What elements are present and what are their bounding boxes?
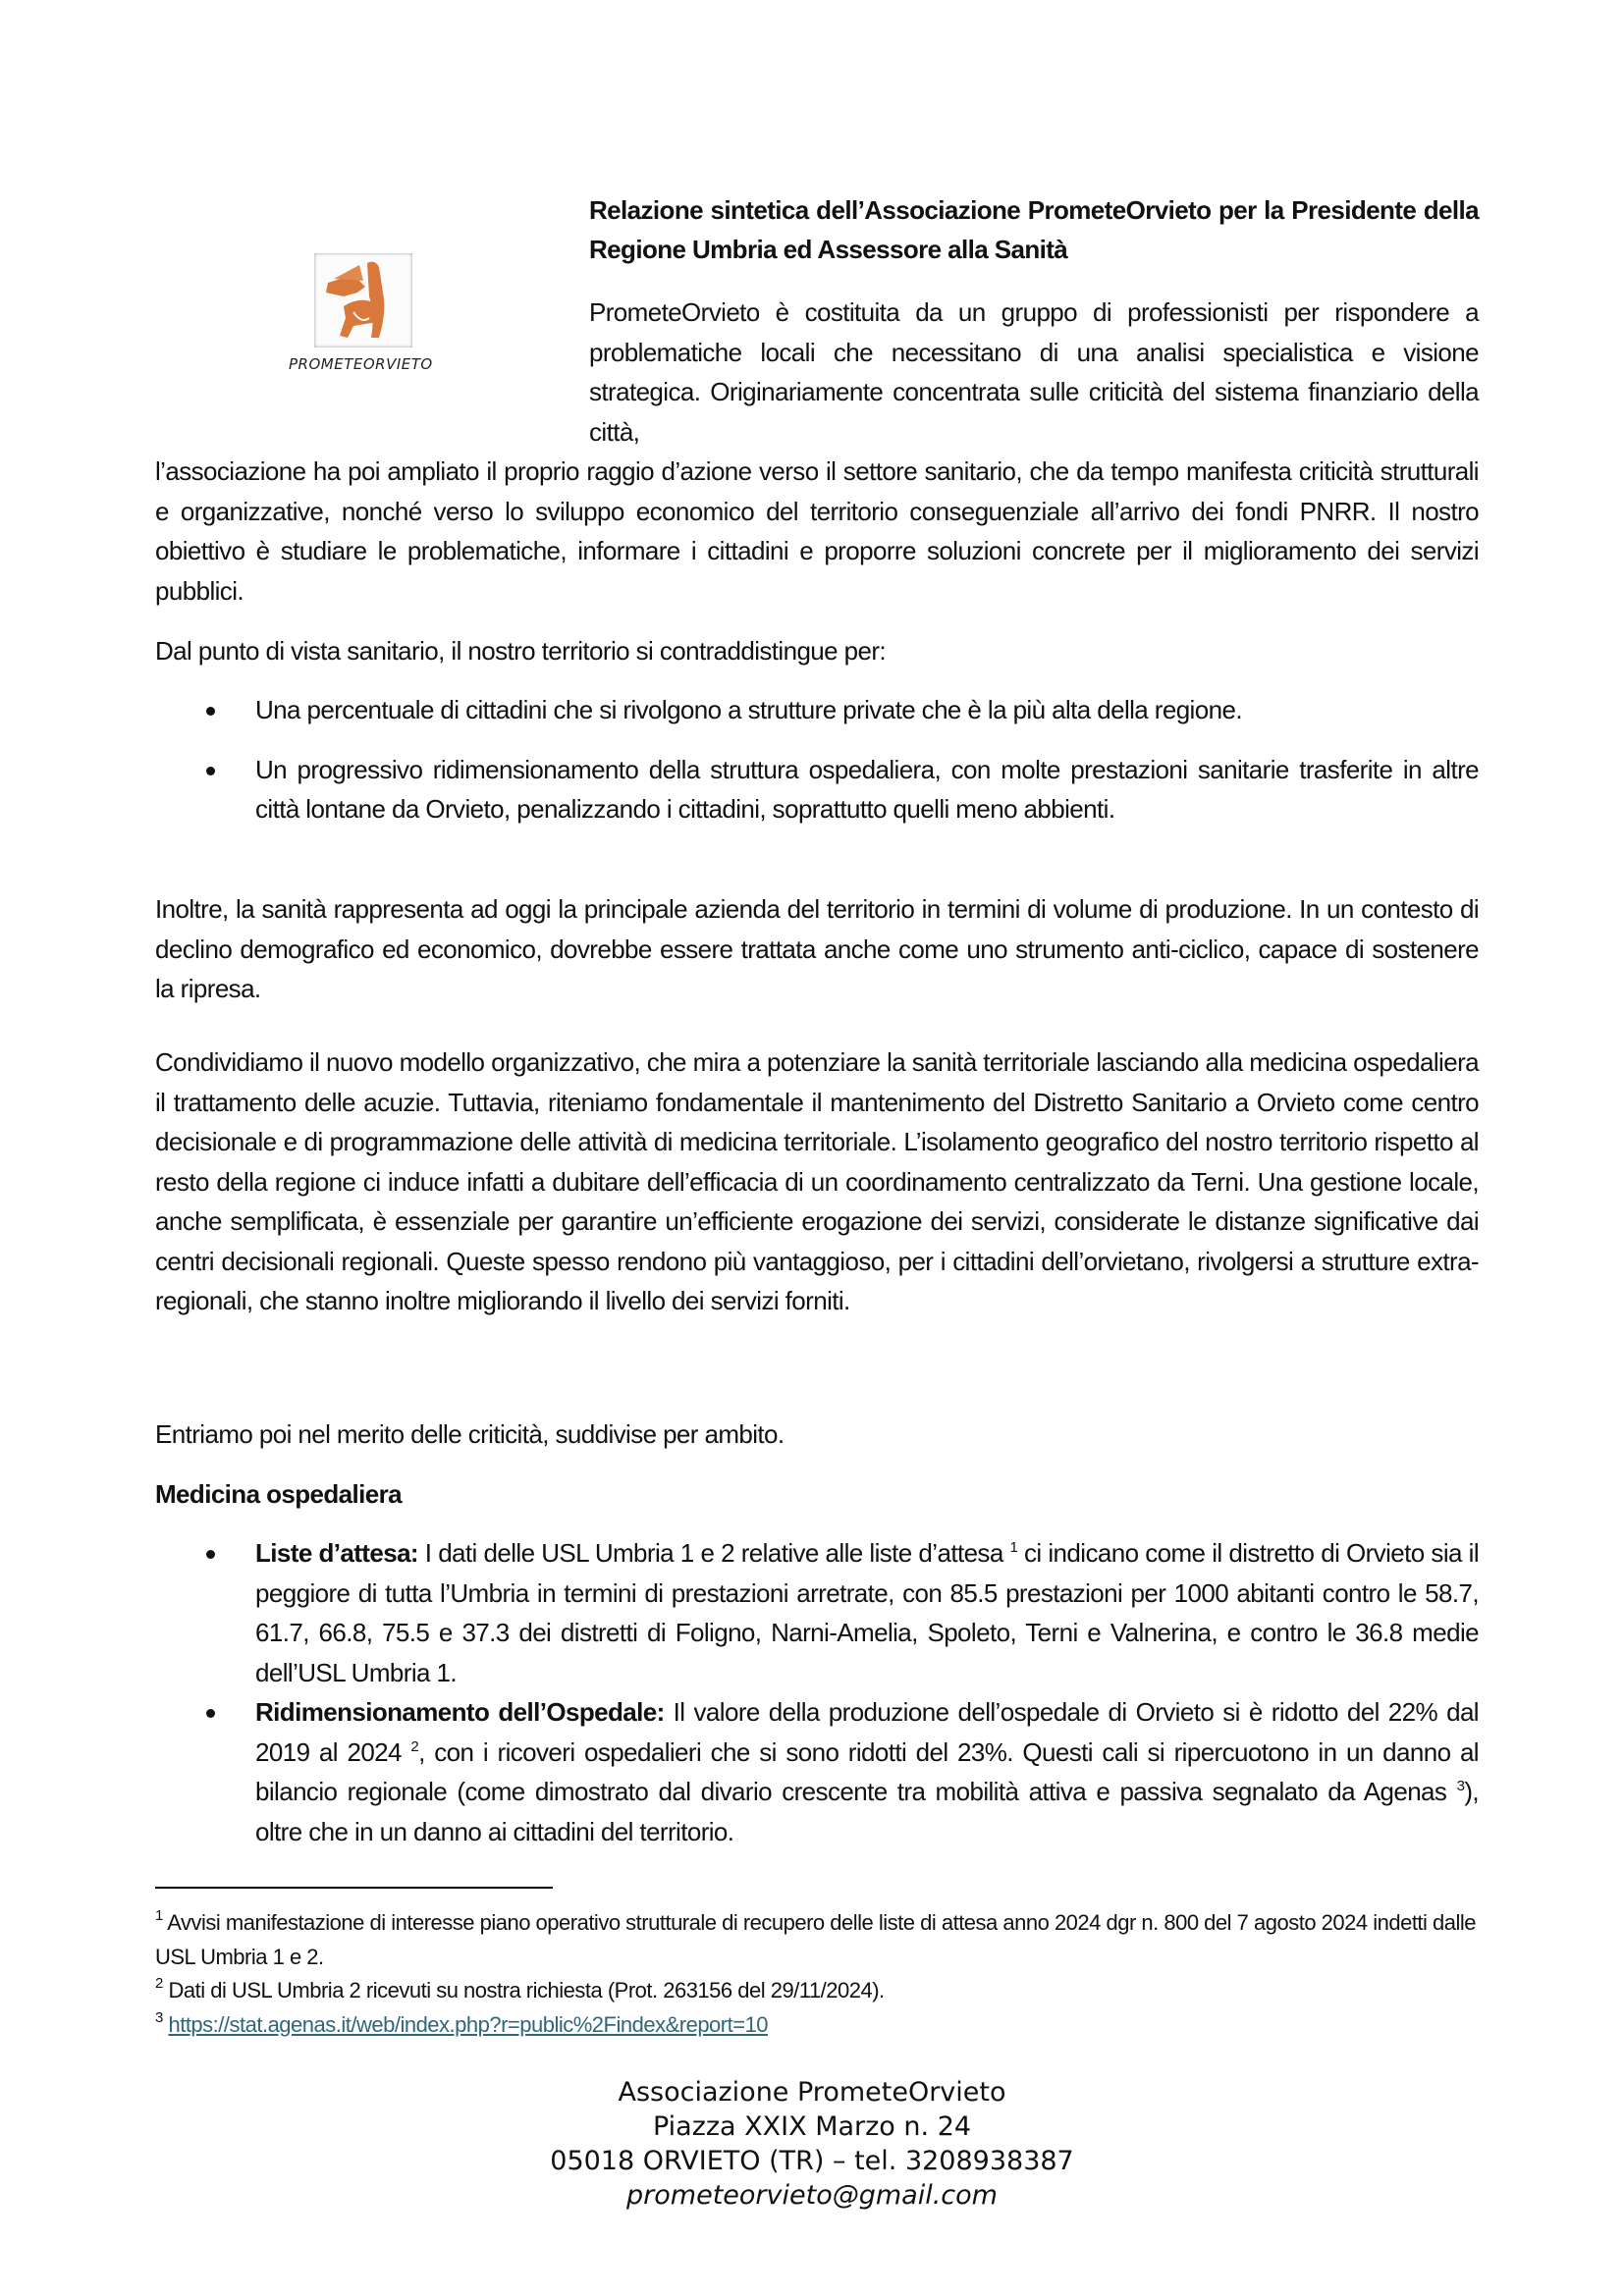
- bullet-icon: [206, 707, 215, 716]
- footnote-1: $^1$ Avvisi manifestazione di interesse piano operativo strutturale di recupero delle liste di attesa anno 2024 dgr n. 800 del 7 agosto 2024 indetti dalle USL Umbria 1 e 2.: [155, 1907, 1477, 1969]
- list-item: Una percentuale di cittadini che si rivolgono a strutture private che è la più alta della regione.: [155, 690, 1479, 730]
- footnote-separator: [155, 1887, 553, 1889]
- health-view-lead: Dal punto di vista sanitario, il nostro territorio si contraddistingue per:: [155, 636, 887, 666]
- footer-org: Associazione PrometeOrvieto: [618, 2077, 1006, 2108]
- association-logo: [314, 253, 412, 347]
- intro-paragraph-part1: PrometeOrvieto è costituita da un gruppo di professionisti per rispondere a problematiche locali che necessitano di una analisi specialistica e visione strategica. Originariamente concentrata sulle criticità del sistema finanziario della città,: [589, 297, 1479, 447]
- footnote-2: $^2$ Dati di USL Umbria 2 ricevuti su nostra richiesta (Prot. 263156 del 29/11/2024).: [155, 1975, 885, 2002]
- intro-paragraph-part2: l’associazione ha poi ampliato il proprio raggio d’azione verso il settore sanitario, che da tempo manifesta criticità strutturali e organizzative, nonché verso lo sviluppo economico del territorio conseguenziale all’arrivo dei fondi PNRR. Il nostro obiettivo è studiare le problematiche, informare i cittadini e proporre soluzioni concrete per il miglioramento dei servizi pubblici.: [155, 456, 1479, 606]
- item-label: Liste d’attesa:: [255, 1538, 418, 1568]
- footnotes: [155, 1906, 1479, 2042]
- hospital-issues-list: [155, 1533, 1479, 1851]
- bullet-icon: [206, 767, 215, 775]
- footer-city-phone: 05018 ORVIETO (TR) – tel. 3208938387: [550, 2146, 1074, 2176]
- health-view-list: [155, 690, 1479, 829]
- footnote-ref[interactable]: 1: [1009, 1539, 1018, 1556]
- item-label: Ridimensionamento dell’Ospedale:: [255, 1697, 665, 1727]
- agenas-link[interactable]: https://stat.agenas.it/web/index.php?r=public%2Findex&report=10: [168, 2011, 769, 2037]
- section-heading: Medicina ospedaliera: [155, 1479, 402, 1509]
- list-item: Liste d’attesa: I dati delle USL Umbria 1 e 2 relative alle liste d’attesa $^1$ ci indicano come il distretto di Orvieto sia il peggiore di tutta l’Umbria in termini di prestazioni arretrate, con 85.5 prestazioni per 1000 abitanti contro le 58.7, 61.7, 66.8, 75.5 e 37.3 dei distretti di Foligno, Narni-Amelia, Spoleto, Terni e Valnerina, e contro le 36.8 medie dell’USL Umbria 1.: [155, 1533, 1479, 1692]
- logo-caption: PROMETEORVIETO: [289, 355, 433, 373]
- bullet-icon: [206, 1709, 215, 1718]
- letterhead-footer: [0, 2075, 1624, 2213]
- footnote-3: $^3$ https://stat.agenas.it/web/index.php?r=public%2Findex&report=10: [155, 2008, 769, 2037]
- paragraph-condividiamo: Condividiamo il nuovo modello organizzativo, che mira a potenziare la sanità territoriale lasciando alla medicina ospedaliera il trattamento delle acuzie. Tuttavia, riteniamo fondamentale il mantenimento del Distretto Sanitario a Orvieto come centro decisionale e di programmazione delle attività di medicina territoriale. L’isolamento geografico del nostro territorio rispetto al resto della regione ci induce infatti a dubitare dell’efficacia di un coordinamento centralizzato da Terni. Una gestione locale, anche semplificata, è essenziale per garantire un’efficiente erogazione dei servizi, considerate le distanze significative dai centri decisionali regionali. Queste spesso rendono più vantaggioso, per i cittadini dell’orvietano, rivolgersi a strutture extra-regionali, che stanno inoltre migliorando il livello dei servizi forniti.: [155, 1047, 1479, 1315]
- footnote-ref[interactable]: 3: [1456, 1778, 1465, 1794]
- footer-email[interactable]: prometeorvieto@gmail.com: [626, 2180, 998, 2211]
- footer-address: Piazza XXIX Marzo n. 24: [652, 2111, 972, 2142]
- list-item: Un progressivo ridimensionamento della struttura ospedaliera, con molte prestazioni sanitarie trasferite in altre città lontane da Orvieto, penalizzando i cittadini, soprattutto quelli meno abbienti.: [155, 750, 1479, 829]
- prometheus-eagle-icon: [314, 253, 412, 347]
- document-title: Relazione sintetica dell’Associazione PrometeOrvieto per la Presidente della Regione Umbria ed Assessore alla Sanità: [589, 195, 1479, 264]
- paragraph-inoltre: Inoltre, la sanità rappresenta ad oggi la principale azienda del territorio in termini di volume di produzione. In un contesto di declino demografico ed economico, dovrebbe essere trattata anche come uno strumento anti-ciclico, capace di sostenere la ripresa.: [155, 894, 1479, 1003]
- paragraph-entriamo: Entriamo poi nel merito delle criticità, suddivise per ambito.: [155, 1419, 785, 1449]
- bullet-icon: [206, 1550, 215, 1559]
- list-item: Ridimensionamento dell’Ospedale: Il valore della produzione dell’ospedale di Orvieto si è ridotto del 22% dal 2019 al 2024 $^2$, con i ricoveri ospedalieri che si sono ridotti del 23%. Questi cali si ripercuotono in un danno al bilancio regionale (come dimostrato dal divario crescente tra mobilità attiva e passiva segnalato da Agenas $^3$), oltre che in un danno ai cittadini del territorio.: [155, 1692, 1479, 1851]
- footnote-ref[interactable]: 2: [410, 1737, 419, 1755]
